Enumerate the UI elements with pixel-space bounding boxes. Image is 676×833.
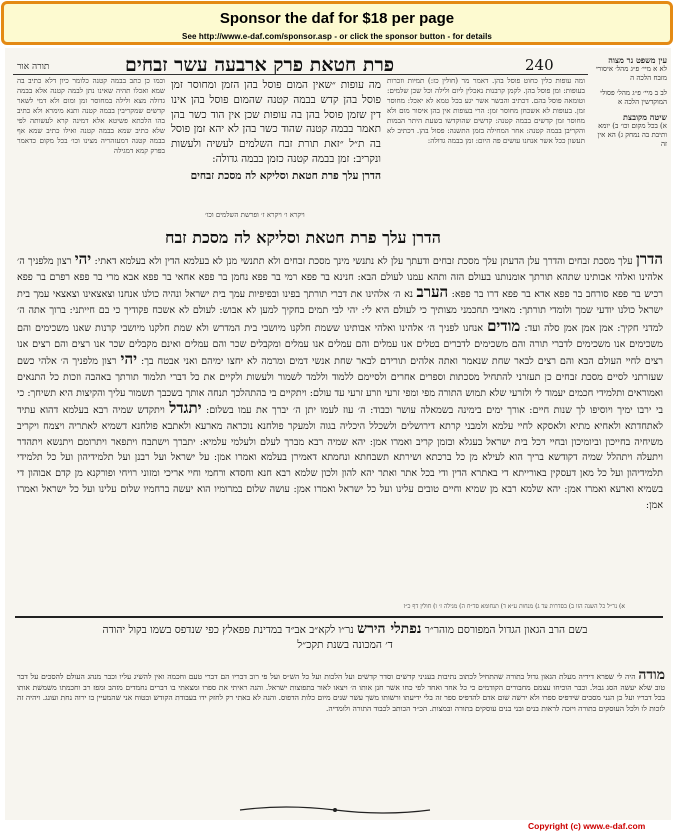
running-title: פרת חטאת פרק ארבעה עשר זבחים	[125, 54, 395, 76]
margin-note: עין משפט נר מצוה לא א מיי׳ פ״ג מהל׳ איסורי מזבח הלכה ה	[595, 55, 667, 82]
ornament-flourish	[235, 804, 435, 816]
siyum-paragraph: יהי רצון מלפניך ה׳ אלהי כשם שעזרתני לסיים מסכת זבחים כן תעזרני להתחיל מסכתות וספרים אחרים ולסיימם ללמוד וללמד לשמור ולעשות ולקיים את כל דברי תלמוד תורתך באהבה וזכות כל התנאים ואמוראים ותלמידי חכמים יעמוד לי ולזרעי שלא תמוש התורה מפי ומפי זרעי וזרע זרעי עד עולם: ויתקיים בי בהתהלכך תנחה אותך בשכבך תשמור עליך והקיצות היא תשיחך: כי בי ירבו ימיך ויוסיפו לך שנות חיים: אורך ימים בימינה בשמאלה עושר וכבוד: ה׳ עוז לעמו יתן ה׳ יברך את עמו בשלום:	[17, 350, 663, 417]
rashi-commentary: ומה עופות כלין כחוט פוסל בהן. דאמר מר (חולין כז:) תמיות וזכרות בעופות: ומן פוסל בהן. לקמן קרבנות נאכלין ליום ולילה וכל שכן שלמים: וטומאה פוסל בהם. דכתיב והבשר אשר יגע בכל טמא לא יאכל: מחוסר זמן. בעופות לא אשכחן מחוסר זמן: הרי בעופות אין בהן איסור מום ולא מחוסר זמן קדשים בבמה קטנה: קדשים שהוקדשו בשעת היתר הבמות והקריבן בבמה קטנה: אחר המחילה בזמן התשנה: פסול בהן. דכתיב לא תעשון ככל אשר אנחנו עושים פה היום: זמן בבמה גדולה:	[387, 76, 585, 145]
siyum-paragraph: יתגדל ויתקדש שמיה רבא בעלמא דהוא עתיד לאתחדתא ולאחיא מתיא ולאסקא לחיי עלמא ולמבני קרתא דירושלים ולשכלל היכליה בגוה ולמעקר פולחנא נוכראה מארעא ולאתבא פולחנא דשמיא לאתריה ויצמח ויקריב משיחיה בחייכון וביומיכון ובחיי דכל בית ישראל בעגלא ובזמן קריב ואמרו אמן: יהא שמיה רבא מברך לעלם ולעלמי עלמיא: יתברך וישתבח ויתפאר ויתרומם ויתנשא ויתהדר ויתעלה ויתהלל שמיה דקודשא בריך הוא לעילא מן כל ברכתא ושירתא תשבחתא ונחמתא דאמירן בעלמא ואמרו אמן: על ישראל ועל רבנן ועל תלמידיהון ועל כל תלמידי תלמידיהון ועל כל מאן דעסקין באורייתא די באתרא הדין ודי בכל אתר ואתר יהא להון ולכון שלמא רבא חנא וחסדא ורחמי וחיי אריכי ומזוני רויחי ופורקנא מן קדם אבוהון די בשמיא וארעא ואמרו אמן: יהא שלמא רבא מן שמיא וחיים טובים עלינו ועל כל ישראל ואמרו אמן: עושה שלום במרומיו הוא יעשה ברחמיו שלום עלינו ועל כל ישראל ואמרו אמן:	[17, 399, 663, 511]
siyum-paragraph: הערב נא ה׳ אלהינו את דברי תורתך בפינו ובפיפיות עמך בית ישראל ונהיה כולנו אנחנו וצאצאינו וצאצאי עמך בית ישראל כולנו יודעי שמך ולומדי תורתך: מאויבי תחכמני מצותיך כי לעולם היא לי: יהי לבי תמים בחקיך למען לא אבוש: לעולם לא אשכח פקודיך כי בם חייתני: ברוך אתה ה׳ למדני חקיך: אמן אמן אמן סלה ועד:	[17, 283, 664, 334]
siyum-text	[17, 252, 663, 513]
siyum-paragraph: הדרן עלך מסכת זבחים והדרך עלן הדעתן עלך מסכת זבחים ודעתך עלן לא נתנשי מינך מסכת זבחים ולא תתנשי מנן לא בעלמא הדין ולא בעלמא דאתי:	[94, 250, 663, 268]
margin-note: שיטה מקובצת א) בכל מקום וכו׳ ב) יומא ותיבת בה נמחק ג) הא אין זה	[597, 112, 667, 148]
page-number: 240	[525, 56, 554, 74]
margin-note: לב ב מיי׳ פ״ג מהל׳ פסולי המוקדשין הלכה א	[600, 89, 667, 106]
approbation-author: נפתלי הירש	[357, 621, 422, 637]
siyum-paragraph: מודים אנחנו לפניך ה׳ אלהינו ואלהי אבותינו ששמת חלקנו מיושבי בית המדרש ולא שמת חלקנו מיושבי קרנות שאנו משכימים והם משכימים אנו משכימים לדברי תורה והם משכימים לדברים בטלים אנו עמלים והם עמלים אנו עמלים ומקבלים שכר והם עמלים ואינם מקבלים שכר אנו רצים והם רצים אנו רצים לחיי העולם הבא והם רצים לבאר שחת שנאמר ואתה אלהים תורידם לבאר שחת אנשי דמים ומרמה לא יחצו ימיהם ואני אבטח בך:	[17, 316, 663, 368]
gemara-closing: הדרן עלך פרת חטאת וסליקא לה מסכת זבחים	[190, 169, 381, 182]
siyum-paragraph: יהי רצון מלפניך ה׳ אלהינו ואלהי אבותינו שתהא תורתך אומנותנו בעולם הזה ותהא עמנו לעולם הבא: חנינא בר פפא רמי בר פפא נחמן בר פפא אחאי בר פפא אבא מרי בר פפא רפרם בר פפא רכיש בר פפא סורחב בר פפא אדא בר פפא דרו בר פפא:	[17, 250, 663, 301]
header-rule	[13, 74, 588, 75]
gemara-text: מה עופות ״שאין המום פוסל בהן הזמן ומחוסר זמן פוסל בהן קדש בבמה קטנה שהמום פוסל בהן אינו דין שזמן פוסל בהן בה עופות שכן אין הוד כשר בהן תאמר בבמה קטנה שהוד כשר בהן לא יהא זמן פוסל בה ת״ל ״זאת תורת זבח השלמים לעשיה ולעשות ונקריב: זמן בבמה קטנה כזמן בבמה גדולה:	[171, 79, 381, 165]
section-divider	[15, 616, 663, 618]
torah-or-label: תורה אור	[17, 62, 50, 72]
approbation-heading: בשם הרב הגאון הגדול המפורסם מוהר״ר נפתלי הירש נר״ו לקא״ב אב״ד במדינת פפאלץ כפי שנדפס בשמו בקול יהודה ד׳ המכונה בשנת תקכ״ל	[102, 621, 588, 651]
hadran-heading: הדרן עלך פרת חטאת וסליקא לה מסכת זבח	[165, 228, 441, 247]
tosafot-commentary: וכמו כן כתב בבמה קטנה כלומר כיון דלא כתיב בה שמא ואכלו תהיה שאינו נתן לבמה קטנה אלא בבמה גדולה מצא ולילה במחוסר זמן ומום ולא דמי לשאר קדשים שמקריבין בבמה קטנה ותנא מימרא ולא כתיב בהו הלכתא פשיטא אלא דמינה קרא לעשותה לפי שלא כתיב שמא בבמה קטנה ואילו כתיב שמא אף בבמה קטנה דמעזהריה מצינו וכו׳ בכל מקום כדאמר בפרק קמא דמגילה	[17, 76, 165, 155]
verse-references: ויקרא ו׳ ויקרא ז׳ ופרשת השלמים וכו׳	[205, 211, 305, 219]
approbation-body: מודה היה לי שפרא דידיה מעלת הגאון גדול בתורה שהתחיל לכתוב נתיבות בעניני קדשים וסדר קדשים ועל הלכות ועל כל הש״ס ועל פי רוב דבריו הם דברי טעם וחכמה ואין להשיג עליו וכבר מנהג העולם להסכים על דבר טוב שלא יעשה הסג גבול. וכבר הוכיחו עצמם מחבורים הקודמים כי כל אחד ואחד לפי כחו אשר חנן אותו ה׳ ויצאו לאור בתפוצות ישראל. והנה ראיתי את ספרו ומצאתי בו דברים נחמדים מזהב ומפז רב וחכמתו משמשת אותו בכל דבריו ועל כן הנני מסכים שידפיס ספרו ולא ירשה שום אדם להדפיס ספר זה בלי ידיעתו ורשותו משך עשר שנים מיום כלות הדפוס. והנה לא באתי רק לחזק ידו בעבודת הקודש ובטוח אני שהמעיין בו ירוה נחת ועונג. ויהיה זה לזכות לו ולכל העוסקים בתורה ויזכה לראות בנים ובני בנים עוסקים בתורה ובמצות. הכ״ד הכותב לכבוד התורה ולומדיה.	[17, 667, 665, 713]
sponsor-banner[interactable]	[1, 1, 673, 45]
talmud-page	[5, 48, 671, 820]
sponsor-banner-title[interactable]: Sponsor the daf for $18 per page	[219, 10, 455, 27]
footnote: א) נר״ל כל השנה הזו ב) בסדרות עד ג) מנחות ע״א ד) תנחומא סד״ח ה) מגילה ז׳ ו) חולין דף כ״ז	[403, 603, 625, 610]
sponsor-banner-subtitle[interactable]: See http://www.e-daf.com/sponsor.asp - or click the sponsor button - for details	[182, 32, 492, 41]
copyright-notice[interactable]: Copyright (c) www.e-daf.com	[528, 821, 646, 831]
gemara-column	[171, 78, 381, 184]
page-header	[5, 54, 671, 76]
margin-notes	[591, 56, 667, 155]
